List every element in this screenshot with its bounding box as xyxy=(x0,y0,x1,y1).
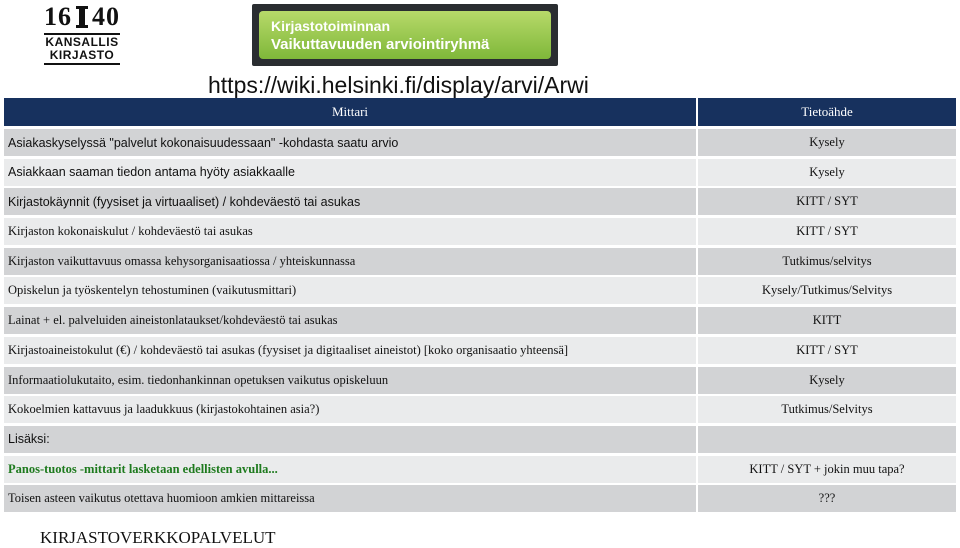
cell-tietoahde: Tutkimus/selvitys xyxy=(698,248,956,275)
table-row xyxy=(4,218,956,245)
cell-tietoahde: Kysely/Tutkimus/Selvitys xyxy=(698,277,956,304)
cell-mittari: Asiakkaan saaman tiedon antama hyöty asiakkaalle xyxy=(4,159,696,186)
cell-mittari: Asiakaskyselyssä "palvelut kokonaisuudessaan" -kohdasta saatu arvio xyxy=(4,129,696,156)
footer-title: KIRJASTOVERKKOPALVELUT xyxy=(40,528,276,547)
table-row xyxy=(4,396,956,423)
table-row xyxy=(4,456,956,483)
cell-tietoahde: KITT / SYT xyxy=(698,218,956,245)
cell-tietoahde: KITT xyxy=(698,307,956,334)
cell-tietoahde: KITT / SYT + jokin muu tapa? xyxy=(698,456,956,483)
logo-year-left: 16 xyxy=(44,2,72,31)
cell-tietoahde: Kysely xyxy=(698,159,956,186)
table-row xyxy=(4,367,956,394)
wiki-url[interactable]: https://wiki.helsinki.fi/display/arvi/Arwi xyxy=(208,72,589,98)
cell-tietoahde: Kysely xyxy=(698,367,956,394)
table-row xyxy=(4,337,956,364)
cell-mittari: Toisen asteen vaikutus otettava huomioon amkien mittareissa xyxy=(4,485,696,512)
cell-mittari: Kirjastokäynnit (fyysiset ja virtuaaliset) / kohdeväestö tai asukas xyxy=(4,188,696,215)
cell-tietoahde: KITT / SYT xyxy=(698,337,956,364)
cell-mittari: Kirjastoaineistokulut (€) / kohdeväestö tai asukas (fyysiset ja digitaaliset aineistot) [koko organisaatio yhteensä] xyxy=(4,337,696,364)
kansalliskirjasto-logo xyxy=(40,2,124,72)
logo-group-line1: Kirjastotoiminnan xyxy=(271,17,391,34)
cell-mittari: Panos-tuotos -mittarit lasketaan edellisten avulla... xyxy=(4,456,696,483)
logo-line2: KIRJASTO xyxy=(49,48,115,62)
table-row xyxy=(4,248,956,275)
table-row xyxy=(4,129,956,156)
cell-tietoahde xyxy=(698,426,956,453)
cell-tietoahde: KITT / SYT xyxy=(698,188,956,215)
arviointiryhma-logo xyxy=(252,4,558,66)
logo-line1: KANSALLIS xyxy=(45,35,119,49)
cell-mittari: Lisäksi: xyxy=(4,426,696,453)
header-tietoahde: Tietoähde xyxy=(698,98,956,126)
cell-mittari: Informaatiolukutaito, esim. tiedonhankinnan opetuksen vaikutus opiskeluun xyxy=(4,367,696,394)
header-mittari: Mittari xyxy=(4,98,696,126)
column-icon xyxy=(74,6,90,28)
cell-tietoahde: ??? xyxy=(698,485,956,512)
table-row xyxy=(4,277,956,304)
metrics-table xyxy=(4,98,956,515)
cell-tietoahde: Kysely xyxy=(698,129,956,156)
arviointiryhma-logo-banner xyxy=(259,11,551,59)
logo-rule-bottom xyxy=(44,63,120,65)
cell-mittari: Kirjaston kokonaiskulut / kohdeväestö tai asukas xyxy=(4,218,696,245)
cell-mittari: Opiskelun ja työskentelyn tehostuminen (vaikutusmittari) xyxy=(4,277,696,304)
cell-tietoahde: Tutkimus/Selvitys xyxy=(698,396,956,423)
logo-year-right: 40 xyxy=(92,2,120,31)
cell-mittari: Kirjaston vaikuttavuus omassa kehysorganisaatiossa / yhteiskunnassa xyxy=(4,248,696,275)
table-header xyxy=(4,98,956,126)
logo-group-line2: Vaikuttavuuden arviointiryhmä xyxy=(271,35,490,53)
table-row xyxy=(4,188,956,215)
table-row xyxy=(4,307,956,334)
logo-year xyxy=(40,2,124,32)
cell-mittari: Kokoelmien kattavuus ja laadukkuus (kirjastokohtainen asia?) xyxy=(4,396,696,423)
cell-mittari: Lainat + el. palveluiden aineistonlataukset/kohdeväestö tai asukas xyxy=(4,307,696,334)
table-row xyxy=(4,485,956,512)
table-row xyxy=(4,159,956,186)
table-row xyxy=(4,426,956,453)
